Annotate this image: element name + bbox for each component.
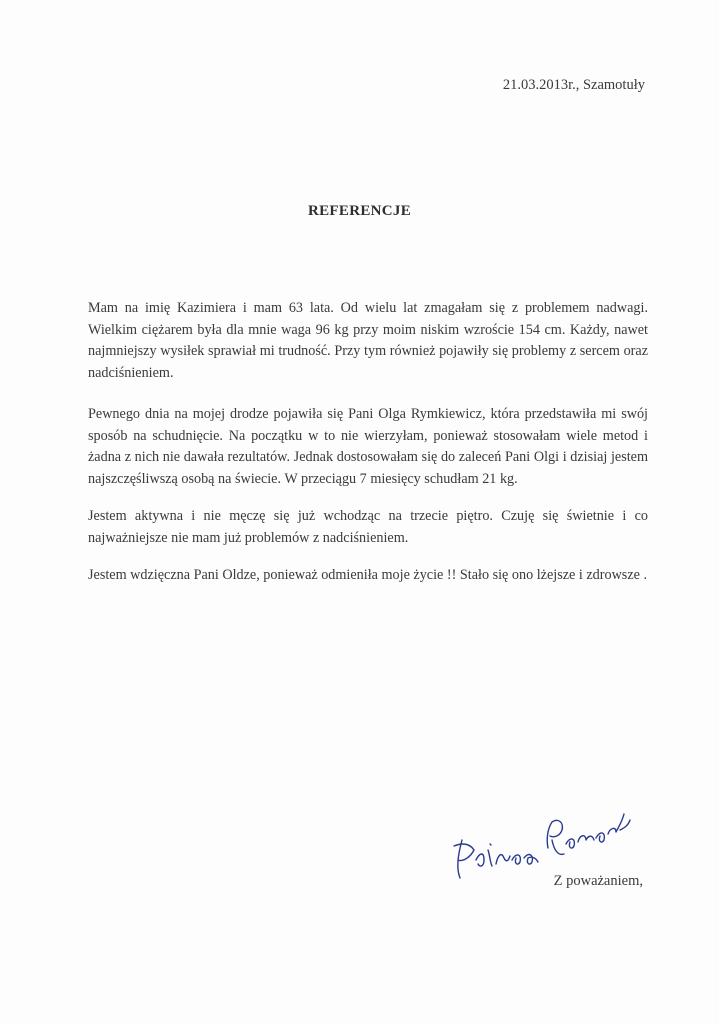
closing-salutation: Z poważaniem, (553, 873, 643, 889)
letter-body (88, 298, 648, 603)
letter-title: REFERENCJE (307, 203, 411, 219)
date-place: 21.03.2013r., Szamotuły (502, 77, 645, 93)
paragraph-gratitude: Jestem wdzięczna Pani Oldze, ponieważ odmieniła moje życie !! Stało się ono lżejsze i zdrowsze . (88, 567, 648, 583)
paragraph-meeting: Pewnego dnia na mojej drodze pojawiła się Pani Olga Rymkiewicz, która przedstawiła mi swój sposób na schudnięcie. Na początku w to nie wierzyłam, ponieważ stosowałam wiele metod i żadna z nich nie dawała rezultatów. Jednak dostosowałam się do zaleceń Pani Olgi i dzisiaj jestem najszczęśliwszą osobą na świecie. W przeciągu 7 miesięcy schudłam 21 kg. (88, 406, 648, 487)
paragraph-health: Jestem aktywna i nie męczę się już wchodząc na trzecie piętro. Czuję się świetnie i co najważniejsze nie mam już problemów z nadciśnieniem. (88, 508, 648, 546)
paragraph-intro: Mam na imię Kazimiera i mam 63 lata. Od wielu lat zmagałam się z problemem nadwagi. Wielkim ciężarem była dla mnie waga 96 kg przy moim niskim wzroście 154 cm. Każdy, nawet najmniejszy wysiłek sprawiał mi trudność. Przy tym również pojawiły się problemy z sercem oraz nadciśnieniem. (88, 300, 648, 381)
